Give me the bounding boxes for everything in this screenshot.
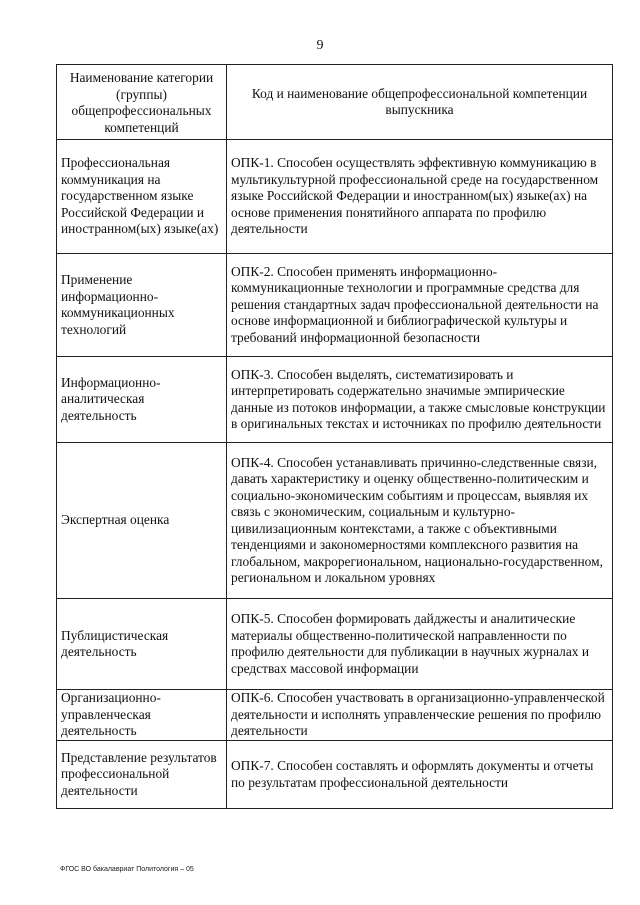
- table-header-row: [57, 65, 613, 140]
- table-row: [57, 741, 613, 809]
- category-cell: Представление результатов профессиональной деятельности: [57, 741, 227, 809]
- category-cell: Экспертная оценка: [57, 443, 227, 599]
- table-row: [57, 443, 613, 599]
- category-cell: Профессиональная коммуникация на государственном языке Российской Федерации и иностранном(ых) языке(ах): [57, 140, 227, 254]
- competence-cell: ОПК-5. Способен формировать дайджесты и аналитические материалы общественно-политической направленности по профилю деятельности для публикации в научных журналах и средствах массовой информации: [227, 599, 613, 690]
- table-row: [57, 690, 613, 741]
- category-cell: Организационно-управленческая деятельность: [57, 690, 227, 741]
- competence-cell: ОПК-4. Способен устанавливать причинно-следственные связи, давать характеристику и оценку общественно-политическим и социально-экономическим событиям и процессам, выявляя их связь с экономическим, социальным и культурно-цивилизационным контекстами, а также с объективными тенденциями и закономерностями комплексного развития на глобальном, макрорегиональном, национально-государственном, региональном и локальном уровнях: [227, 443, 613, 599]
- competence-cell: ОПК-3. Способен выделять, систематизировать и интерпретировать содержательно значимые эмпирические данные из потоков информации, а также смысловые конструкции в оригинальных текстах и источниках по профилю деятельности: [227, 357, 613, 443]
- competencies-table: [56, 64, 613, 809]
- table-row: [57, 140, 613, 254]
- competence-cell: ОПК-1. Способен осуществлять эффективную коммуникацию в мультикультурной профессиональной среде на государственном языке Российской Федерации и иностранном(ых) языке(ах) на основе применения понятийного аппарата по профилю деятельности: [227, 140, 613, 254]
- table-row: [57, 599, 613, 690]
- header-category: Наименование категории (группы) общепрофессиональных компетенций: [57, 65, 227, 140]
- competence-cell: ОПК-7. Способен составлять и оформлять документы и отчеты по результатам профессиональной деятельности: [227, 741, 613, 809]
- document-footer: ФГОС ВО бакалавриат Политология – 05: [60, 866, 194, 873]
- category-cell: Информационно-аналитическая деятельность: [57, 357, 227, 443]
- competence-cell: ОПК-6. Способен участвовать в организационно-управленческой деятельности и исполнять управленческие решения по профилю деятельности: [227, 690, 613, 741]
- category-cell: Применение информационно-коммуникационных технологий: [57, 254, 227, 357]
- category-cell: Публицистическая деятельность: [57, 599, 227, 690]
- page-number: 9: [316, 38, 324, 53]
- table-row: [57, 254, 613, 357]
- header-competence: Код и наименование общепрофессиональной компетенции выпускника: [227, 65, 613, 140]
- table-row: [57, 357, 613, 443]
- competence-cell: ОПК-2. Способен применять информационно-коммуникационные технологии и программные средства для решения стандартных задач профессиональной деятельности на основе информационной и библиографической культуры и требований информационной безопасности: [227, 254, 613, 357]
